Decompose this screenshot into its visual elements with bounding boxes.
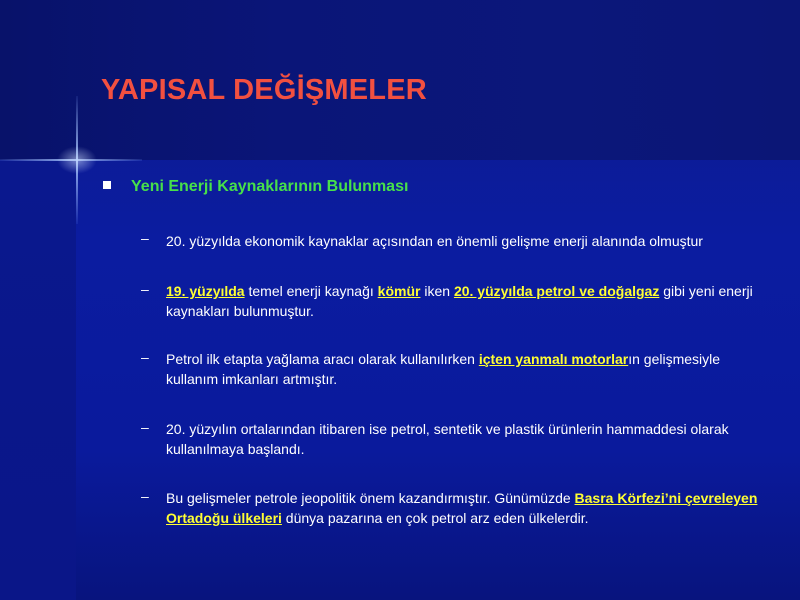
item-text: dünya pazarına en çok petrol arz eden ülkelerdir. (281, 510, 589, 526)
list-item (166, 349, 766, 389)
item-text: 20. yüzyılda ekonomik kaynaklar açısından en önemli gelişme enerji alanında olmuştur (166, 233, 703, 249)
list-item (166, 281, 766, 321)
dash-bullet: – (141, 488, 149, 504)
highlight-text: 19. yüzyılda (166, 283, 245, 299)
section-heading: Yeni Enerji Kaynaklarının Bulunması (131, 178, 409, 195)
highlight-text: Basra Körfezi’ni çevreleyen Ortadoğu ülkeleri (166, 490, 758, 526)
highlight-text: içten yanmalı motorlar (478, 351, 629, 367)
list-item (166, 419, 766, 459)
item-text: 20. yüzyılın ortalarından itibaren ise petrol, sentetik ve plastik ürünlerin hammaddesi olarak kullanılmaya başlandı. (166, 421, 729, 457)
item-text: iken (420, 283, 454, 299)
item-text: ın gelişmesiyle kullanım imkanları artmıştır. (166, 351, 721, 387)
list-item (166, 231, 766, 251)
item-text: temel enerji kaynağı (244, 283, 378, 299)
decorative-glow (57, 146, 97, 174)
item-text: Bu gelişmeler petrole jeopolitik önem kazandırmıştır. Günümüzde (166, 490, 575, 506)
slide-title: YAPISAL DEĞİŞMELER (101, 74, 427, 106)
item-text: Petrol ilk etapta yağlama aracı olarak kullanılırken (166, 351, 479, 367)
dash-bullet: – (141, 230, 149, 246)
list-item (166, 488, 766, 528)
dash-bullet: – (141, 281, 149, 297)
square-bullet-icon (103, 181, 111, 189)
highlight-text: 20. yüzyılda petrol ve doğalgaz (453, 283, 660, 299)
item-text: gibi yeni enerji kaynakları bulunmuştur. (166, 283, 753, 319)
dash-bullet: – (141, 349, 149, 365)
left-stripe (0, 160, 76, 600)
highlight-text: kömür (377, 283, 421, 299)
dash-bullet: – (141, 419, 149, 435)
